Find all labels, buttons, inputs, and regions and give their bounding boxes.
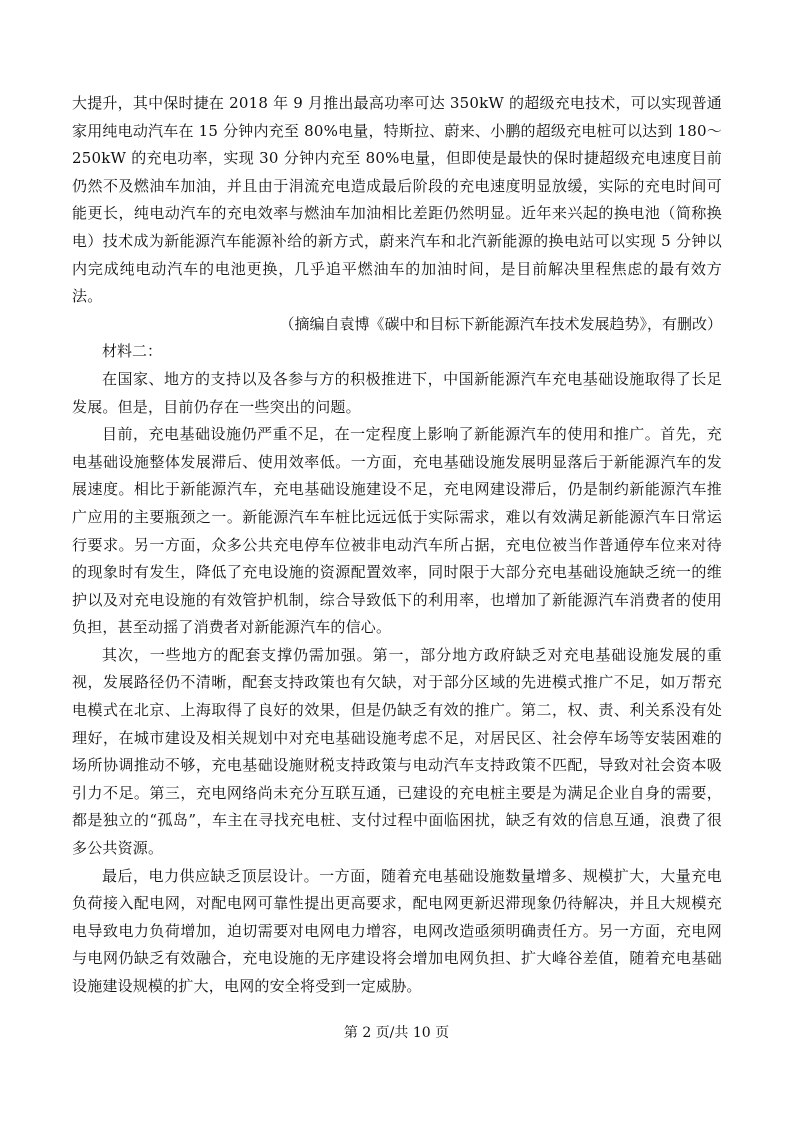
source-citation: （摘编自袁博《碳中和目标下新能源汽车技术发展趋势》，有删改） — [279, 314, 722, 333]
document-body — [72, 90, 722, 1001]
paragraph-continued: 大提升，其中保时捷在 2018 年 9 月推出最高功率可达 350kW 的超级充电技术，可以实现普通家用纯电动汽车在 15 分钟内充至 80%电量，特斯拉、蔚来、小鹏的超级充电桩可以达到 180～250kW 的充电功率，实现 30 分钟内充至 80%电量，但即使是最快的保时捷超级充电速度目前仍然不及燃油车加油，并且由于涓流充电造成最后阶段的充电速度明显放缓，实际的充电时间可能更长，纯电动汽车的充电效率与燃油车加油相比差距仍然明显。近年来兴起的换电池（简称换电）技术成为新能源汽车能源补给的新方式，蔚来汽车和北汽新能源的换电站可以实现 5 分钟以内完成纯电动汽车的电池更换，几乎追平燃油车的加油时间，是目前解决里程焦虑的最有效方法。 — [72, 94, 722, 306]
paragraph-local-support: 其次，一些地方的配套支撑仍需加强。第一，部分地方政府缺乏对充电基础设施发展的重视，发展路径仍不清晰，配套支持政策也有欠缺，对于部分区域的先进模式推广不足，如万帮充电模式在北京、上海取得了良好的效果，但是仍缺乏有效的推广。第二，权、责、利关系没有处理好，在城市建设及相关规划中对充电基础设施考虑不足，对居民区、社会停车场等安装困难的场所协调推动不够，充电基础设施财税支持政策与电动汽车支持政策不匹配，导致对社会资本吸引力不足。第三，充电网络尚未充分互联互通，已建设的充电桩主要是为满足企业自身的需要，都是独立的“孤岛”，车主在寻找充电桩、支付过程中面临困扰，缺乏有效的信息互通，浪费了很多公共资源。 — [72, 645, 722, 858]
paragraph-insufficient-infrastructure: 目前，充电基础设施仍严重不足，在一定程度上影响了新能源汽车的使用和推广。首先，充电基础设施整体发展滞后、使用效率低。一方面，充电基础设施发展明显落后于新能源汽车的发展速度。相比于新能源汽车，充电基础设施建设不足，充电网建设滞后，仍是制约新能源汽车推广应用的主要瓶颈之一。新能源汽车车桩比远远低于实际需求，难以有效满足新能源汽车日常运行要求。另一方面，众多公共充电停车位被非电动汽车所占据，充电位被当作普通停车位来对待的现象时有发生，降低了充电设施的资源配置效率，同时限于大部分充电基础设施缺乏统一的维护以及对充电设施的有效管护机制，综合导致低下的利用率，也增加了新能源汽车消费者的使用负担，甚至动摇了消费者对新能源汽车的信心。 — [72, 425, 722, 637]
paragraph-intro: 在国家、地方的支持以及各参与方的积极推进下，中国新能源汽车充电基础设施取得了长足发展。但是，目前仍存在一些突出的问题。 — [72, 369, 722, 416]
paragraph-power-supply: 最后，电力供应缺乏顶层设计。一方面，随着充电基础设施数量增多、规模扩大，大量充电负荷接入配电网，对配电网可靠性提出更高要求，配电网更新迟滞现象仍待解决，并且大规模充电导致电力负荷增加，迫切需要对电网电力增容，电网改造亟须明确责任方。另一方面，充电网与电网仍缺乏有效融合，充电设施的无序建设将会增加电网负担、扩大峰谷差值，随着充电基础设施建设规模的扩大，电网的安全将受到一定威胁。 — [72, 866, 722, 995]
page-number: 第 2 页/共 10 页 — [343, 1025, 450, 1041]
material-label: 材料二： — [102, 342, 163, 361]
page-footer — [0, 1024, 793, 1042]
